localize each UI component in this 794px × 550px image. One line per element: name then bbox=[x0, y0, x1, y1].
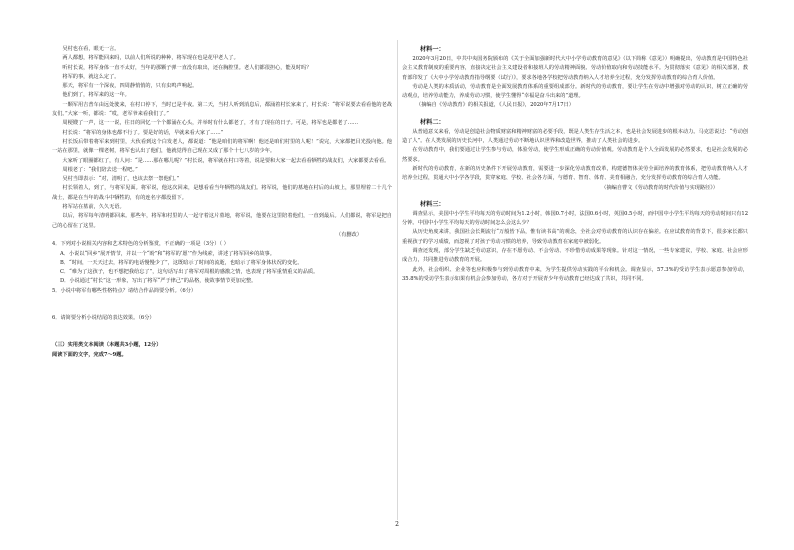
story-paragraph: 听村长说，将军身体一直不太好，当年的那颗子弹一直没有取出，还在胸腔里。老人们都很担心，能及时吗？ bbox=[62, 64, 312, 71]
material-1-source: （摘编自《劳动教育》的相关报道，《人民日报》，2020年7月17日） bbox=[416, 102, 574, 109]
story-paragraph: 将军的事，就这么定了。 bbox=[62, 73, 120, 80]
column-divider bbox=[397, 40, 398, 520]
story-paragraph: 村长领着人，到了，与将军见面。将军说，他这次回来，是想看看当年牺牲的战友们。将军说，他们的墓地在村后的山坡上，那里埋着二十几个战士，都是在当年的战斗中牺牲的，有的连名字都没留下。 bbox=[52, 185, 392, 201]
material-2-source: （摘编自曹文《劳动教育的时代价值与实现路径》） bbox=[601, 184, 718, 191]
section-instruction: 阅读下面的文字，完成7～9题。 bbox=[52, 351, 127, 358]
left-column bbox=[52, 45, 392, 360]
material-1-title: 材料一： bbox=[420, 46, 445, 53]
story-paragraph: 将军站在墓前，久久无语。 bbox=[62, 204, 125, 211]
material-2-title: 材料二： bbox=[420, 118, 445, 126]
story-paragraph: 吴村也在看，眼无一言。 bbox=[62, 46, 120, 52]
material-3-paragraph: 此外，社会组织、企业等也应积极参与到劳动教育中来，为学生提供劳动实践的平台和机会。调查显示，57.3%的受访学生表示愿意参加劳动，35.8%的受访学生表示如果有机会会参加劳动，各方对于开展青少年劳动教育已经达成了共识，共同不同。 bbox=[402, 266, 748, 282]
section-heading: （三）实用类文本阅读（本题共3小题，12分） bbox=[52, 342, 162, 349]
page-number: 2 bbox=[395, 521, 399, 528]
material-3-paragraph: 从历史角度来讲，我国社会长期流行“万般皆下品，惟有读书高”的观念，全社会对劳动教育的认识存在偏差。在应试教育的背景下，很多家长都只重视孩子的学习成绩，而忽视了对孩子劳动习惯的培养，导致劳动教育在家庭中被弱化。 bbox=[402, 229, 748, 245]
story-paragraph: 以后，将军每年清明都回来。那些年，将军和村里的人一起守着这片墓地，将军说，他要在这里陪着他们，一直到最后。人们都说，将军是把自己的心留在了这里。 bbox=[52, 213, 392, 229]
material-1-paragraph: 2020年3月20日，中共中央国务院颁布的《关于全面加强新时代大中小学劳动教育的意见》（以下简称《意见》）明确提出，劳动教育是中国特色社会主义教育制度的重要内容，直接决定社会主义建设者和接班人的劳动精神面貌、劳动价值取向和劳动技能水平。为贯彻落实《意见》的相关部署，教育部印发了《大中小学劳动教育指导纲要（试行）》，要求各地各学校把劳动教育纳入人才培养全过程，充分发挥劳动教育的综合育人价值。 bbox=[402, 56, 748, 81]
material-2-paragraph: 在劳动教育中，我们要通过让学生参与劳动，体验劳动，使学生形成正确的劳动价值观。劳动教育是个人全面发展的必然要求，也是社会发展的必然要求。 bbox=[402, 147, 748, 163]
story-text bbox=[52, 45, 392, 231]
story-paragraph: 大家听了眼圈都红了，有人问：“是……那在哪儿呢？”村长说，将军就在村口等着，说是要和大家一起去看看牺牲的战友们，大家都要去看看。 bbox=[62, 157, 390, 164]
question-4: 4．下列对小说相关内容和艺术特色的分析鉴赏，不正确的一项是（3分）（ ） bbox=[52, 241, 229, 248]
story-source: （有删改） bbox=[336, 231, 362, 238]
question-6: 6．请简要分析小说结尾的表达效果。（6分） bbox=[52, 315, 155, 322]
question-4-option-c: C．“难为了这孩子，也不想把我给忘了”，这句话写出了将军对周根的感激之情，也表现了将军重情重义的品质。 bbox=[60, 269, 319, 276]
story-paragraph: 村长饭后带着将军来到村里，大伙看到这个白发老人，都说道：“他是咱们的将军啊！他还是咱们村里的人呢！”说完，大家都把目光投向他。他一站在那里，就像一棵老树，将军也认出了他们，他就觉得自己现在又成了那个十七八岁的少年。 bbox=[52, 138, 392, 155]
right-column bbox=[402, 45, 748, 284]
material-3-title: 材料三： bbox=[420, 200, 445, 208]
story-paragraph: 一颗军用吉普车由远处驶来，在村口停下，当时已是半夜。第二天，当村人听到消息后，都涌着村长家来了，村长说：“将军说要去看看他的老战友们。”大家一听，都说：“哎，老军爷来看我们了。” bbox=[52, 101, 392, 118]
question-5: 5．小说中将军有哪些性格特点？请结合作品简要分析。（6分） bbox=[52, 287, 197, 294]
story-paragraph: 周梗嫂了一声，这一一说，往日的回忆一个个都涌在心头，并举时有什么都老了，才有了现在的日子。可是，将军也是都老了…… bbox=[62, 120, 359, 127]
question-4-option-a: A．小说以“回乡”展开情节，并以一个“盼”和“将军的‘愿’”作为线索，讲述了将军回乡的故事。 bbox=[60, 250, 275, 257]
material-2-paragraph: 从普通意义来看，劳动是创造社会物质财富和精神财富的必要手段，既是人类生存生活之本，也是社会发展进步的根本动力。马克思说过：“劳动创造了人”。在人类发展的历史长河中，人类通过劳动不断地认识世界和改造世界，推动了人类社会的进步。 bbox=[402, 128, 748, 145]
question-4-option-b: B．“时间，一天天过去，将军的电话慢慢少了”，这既暗示了时间的流逝，也暗示了将军身体状况的变化。 bbox=[60, 259, 303, 266]
material-1-paragraph: 劳动是人类的本质活动，劳动教育是全面发展教育体系的重要组成部分。新时代的劳动教育，要让学生在劳动中增强对劳动的认识，树立正确的劳动观点，培养劳动能力，养成劳动习惯，使学生懂得“幸福是奋斗出来的”道理。 bbox=[402, 83, 748, 100]
story-paragraph: 那天，将军有一个深夜，四周静悄悄的，只有虫鸣声响起。 bbox=[62, 83, 198, 90]
material-2-paragraph: 新时代的劳动教育，在新的历史条件下开展劳动教育，需要进一步深化劳动教育改革，构建德智体美劳全面培养的教育体系，把劳动教育纳入人才培养全过程，贯通大中小学各学段，贯穿家庭、学校、社会各方面，与德育、智育、体育、美育相融合，充分发挥劳动教育的综合育人功能。 bbox=[402, 165, 748, 182]
story-paragraph: 两人都想，将军能回来吗，以前人们所说的种种，将军现在也是花甲老人了。 bbox=[62, 55, 239, 62]
story-paragraph: 周根老了：“我们陪去送一程吧。” bbox=[62, 166, 138, 173]
question-4-option-d: D．小说通过“村长”这一形象，写出了将军“严于律己”的品格，使故事情节更加完整。 bbox=[60, 278, 257, 285]
story-paragraph: 吴村当即表示：“对，清明了，也该去祭一祭他们。” bbox=[62, 176, 180, 183]
material-3-paragraph: 调查显示，美国中小学生平均每天的劳动时间为1.2小时，韩国0.7小时，法国0.6小时，英国0.5小时，而中国中小学生平均每天的劳动时间只有12分钟。中国中小学生平均每天的劳动时间怎么会这么少？ bbox=[402, 210, 748, 227]
story-paragraph: 他们到了，将军来的这一年。 bbox=[62, 92, 130, 99]
story-paragraph: 村长说：“将军的身体也都不行了。要是好的话，早就来看大家了……” bbox=[62, 129, 224, 136]
material-3-paragraph: 调查还发现，部分学生缺乏劳动意识，存在不愿劳动、不会劳动、不珍惜劳动成果等现象。针对这一情况，一些专家建议，学校、家庭、社会应形成合力，共同推进劳动教育的开展。 bbox=[402, 248, 748, 264]
